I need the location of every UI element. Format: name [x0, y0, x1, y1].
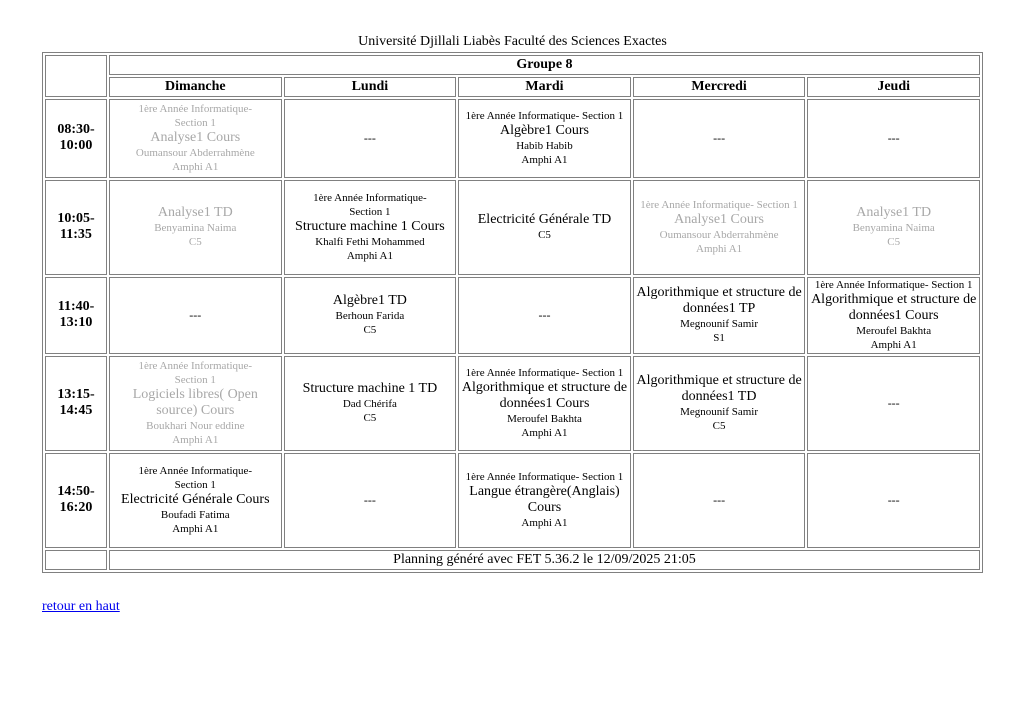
course-room: Amphi A1: [172, 523, 219, 536]
course-subject: Algèbre1 TD: [332, 293, 407, 309]
empty-cell: ---: [458, 277, 631, 354]
time-cell: [45, 453, 107, 548]
course-teacher: Megnounif Samir: [680, 406, 759, 419]
course-room: Amphi A1: [172, 161, 219, 174]
class-section-label: 1ère Année Informatique- Section 1: [465, 367, 624, 380]
class-section-label: 1ère Année Informatique- Section 1: [640, 199, 798, 212]
time-cell: [45, 180, 107, 275]
course-cell: [458, 356, 631, 451]
time-cell: [45, 99, 107, 178]
course-subject: Analyse1 Cours: [674, 212, 764, 228]
empty-cell: ---: [633, 99, 806, 178]
time-slot-row: [45, 277, 980, 354]
empty-cell: ---: [109, 277, 282, 354]
class-section-label: 1ère Année Informatique-: [138, 103, 253, 116]
course-subject: Algorithmique et structure de données1 TP: [636, 285, 802, 317]
course-cell: [109, 99, 282, 178]
day-header: Mardi: [458, 77, 631, 97]
course-subject: Algorithmique et structure de données1 TD: [636, 373, 802, 405]
timetable-caption: Université Djillali Liabès Faculté des Sciences Exactes: [358, 34, 667, 49]
course-cell: [807, 180, 980, 275]
course-cell: [458, 453, 631, 548]
course-room: Amphi A1: [521, 427, 568, 440]
time-slot-row: [45, 99, 980, 178]
course-subject: Langue étrangère(Anglais) Cours: [469, 484, 620, 516]
time-end: 10:00: [59, 138, 93, 154]
course-cell: [109, 453, 282, 548]
course-teacher: Boufadi Fatima: [160, 509, 230, 522]
group-header: Groupe 8: [109, 55, 980, 75]
time-cell: [45, 277, 107, 354]
class-section-label: 1ère Année Informatique- Section 1: [465, 110, 624, 123]
time-start: 11:40-: [57, 299, 95, 315]
course-room: C5: [363, 412, 377, 425]
time-end: 16:20: [59, 500, 93, 516]
course-teacher: Khalfi Fethi Mohammed: [315, 236, 425, 249]
empty-cell: ---: [284, 99, 457, 178]
empty-cell: ---: [284, 453, 457, 548]
course-room: C5: [538, 229, 551, 242]
course-cell: [458, 180, 631, 275]
day-header: Dimanche: [109, 77, 282, 97]
course-subject: Analyse1 TD: [157, 205, 233, 221]
course-teacher: Benyamina Naima: [154, 222, 237, 235]
course-teacher: Megnounif Samir: [680, 318, 759, 331]
class-section-label: Section 1: [174, 479, 216, 492]
time-start: 13:15-: [57, 387, 95, 403]
course-teacher: Dad Chérifa: [342, 398, 397, 411]
course-cell: [284, 180, 457, 275]
time-slot-row: [45, 453, 980, 548]
course-room: Amphi A1: [521, 517, 568, 530]
course-room: C5: [188, 236, 202, 249]
back-to-top-link[interactable]: retour en haut: [42, 599, 120, 614]
course-room: Amphi A1: [346, 250, 393, 263]
course-subject: Algèbre1 Cours: [499, 123, 589, 139]
course-subject: Structure machine 1 Cours: [295, 219, 445, 235]
course-subject: Algorithmique et structure de données1 Cours: [811, 292, 977, 324]
generated-note: Planning généré avec FET 5.36.2 le 12/09/2025 21:05: [109, 550, 980, 570]
time-start: 08:30-: [57, 122, 95, 138]
time-end: 14:45: [59, 403, 93, 419]
class-section-label: Section 1: [174, 117, 216, 130]
course-room: C5: [712, 420, 726, 433]
time-slot-row: [45, 356, 980, 451]
empty-cell: ---: [807, 99, 980, 178]
time-start: 14:50-: [57, 484, 95, 500]
day-header: Jeudi: [807, 77, 980, 97]
course-room: Amphi A1: [870, 339, 917, 352]
course-subject: Structure machine 1 TD: [302, 381, 438, 397]
course-cell: [284, 277, 457, 354]
course-teacher: Oumansour Abderrahmène: [135, 147, 255, 160]
course-subject: Analyse1 Cours: [150, 130, 241, 146]
course-subject: Logiciels libres( Open source) Cours: [132, 387, 258, 419]
timetable: [42, 52, 983, 573]
empty-cell: ---: [633, 453, 806, 548]
footer-corner-cell: [45, 550, 107, 570]
course-teacher: Habib Habib: [516, 140, 573, 153]
course-subject: Analyse1 TD: [856, 205, 932, 221]
class-section-label: 1ère Année Informatique- Section 1: [465, 471, 624, 484]
class-section-label: Section 1: [349, 206, 391, 219]
empty-cell: ---: [807, 453, 980, 548]
empty-cell: ---: [807, 356, 980, 451]
day-header: Lundi: [284, 77, 457, 97]
course-cell: [109, 180, 282, 275]
course-cell: [458, 99, 631, 178]
course-room: Amphi A1: [172, 434, 219, 447]
class-section-label: 1ère Année Informatique-: [313, 192, 427, 205]
course-subject: Electricité Générale TD: [477, 212, 612, 228]
course-room: C5: [363, 324, 377, 337]
course-teacher: Oumansour Abderrahmène: [659, 229, 779, 242]
course-teacher: Berhoun Farida: [335, 310, 405, 323]
time-end: 11:35: [60, 227, 92, 243]
course-subject: Electricité Générale Cours: [121, 492, 270, 508]
course-teacher: Benyamina Naima: [852, 222, 935, 235]
course-cell: [284, 356, 457, 451]
course-cell: [807, 277, 980, 354]
class-section-label: 1ère Année Informatique- Section 1: [814, 279, 973, 292]
course-room: Amphi A1: [696, 243, 743, 256]
course-cell: [633, 180, 806, 275]
course-teacher: Boukhari Nour eddine: [146, 420, 245, 433]
course-room: S1: [713, 332, 725, 345]
course-teacher: Meroufel Bakhta: [507, 413, 582, 426]
day-header: Mercredi: [633, 77, 806, 97]
course-cell: [633, 356, 806, 451]
time-cell: [45, 356, 107, 451]
course-subject: Algorithmique et structure de données1 Cours: [461, 380, 628, 412]
class-section-label: 1ère Année Informatique-: [138, 465, 253, 478]
course-cell: [633, 277, 806, 354]
time-end: 13:10: [59, 315, 93, 331]
course-room: C5: [887, 236, 901, 249]
class-section-label: 1ère Année Informatique-: [138, 360, 253, 373]
time-start: 10:05-: [57, 211, 95, 227]
course-room: Amphi A1: [521, 154, 568, 167]
course-teacher: Meroufel Bakhta: [856, 325, 932, 338]
corner-cell: [45, 55, 107, 97]
course-cell: [109, 356, 282, 451]
class-section-label: Section 1: [174, 374, 216, 387]
time-slot-row: [45, 180, 980, 275]
